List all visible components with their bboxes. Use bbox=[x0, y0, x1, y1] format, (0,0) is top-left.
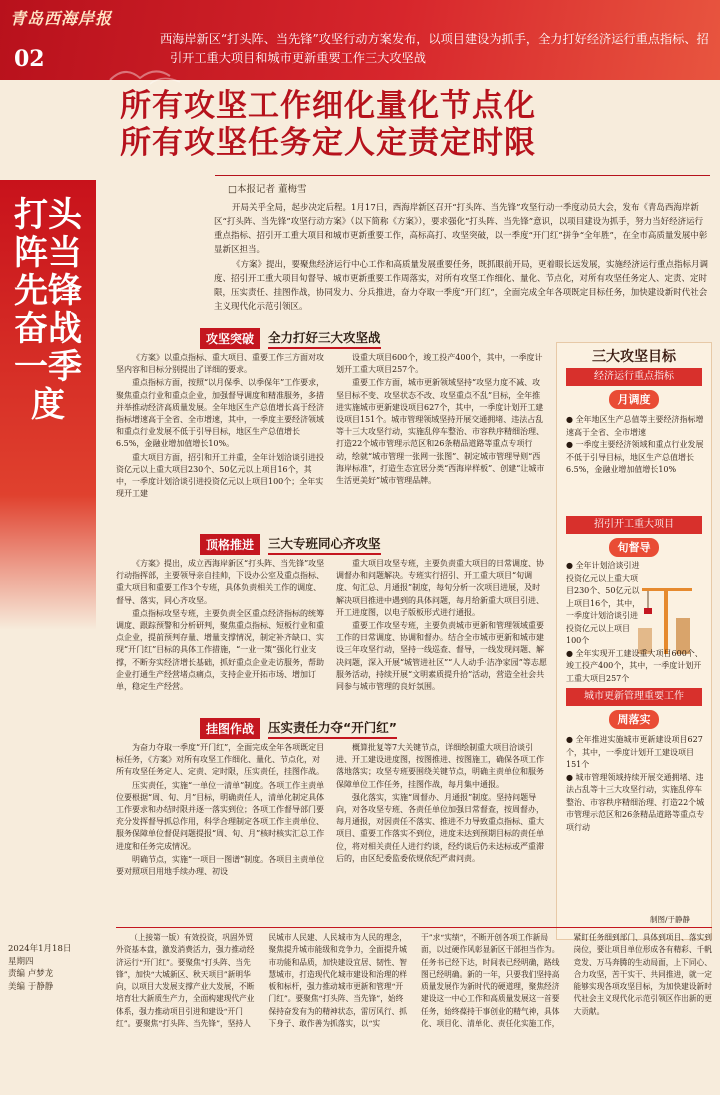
vertical-title-line: 奋战 bbox=[14, 309, 82, 349]
sidebox-item: ● 全年推进实施城市更新建设项目627个，其中，一季度计划开工建设项目151个 bbox=[566, 735, 703, 769]
vertical-title bbox=[8, 196, 88, 424]
designer: 美编 于静静 bbox=[8, 981, 54, 992]
article-column bbox=[116, 742, 326, 879]
sidebox-item-text: 城市管理领域持续开展交通拥堵、违法占乱等十三大攻坚行动，实施乱停车整治、市容秩序精细治理、打造22个城市管理示范区和26条精品道路等重点专项行动 bbox=[566, 772, 705, 832]
sidebox-text bbox=[566, 414, 706, 477]
editor: 责编 卢梦龙 bbox=[8, 969, 54, 979]
paragraph: 设重大项目600个，竣工投产400个，其中，一季度计划开工重大项目257个。 bbox=[336, 353, 543, 375]
section-tag: 挂图作战 bbox=[200, 718, 260, 739]
vertical-title-line: 度 bbox=[31, 385, 65, 425]
sidebox-item: ● 城市管理领域持续开展交通拥堵、违法占乱等十三大攻坚行动，实施乱停车整治、市容秩序精细治理、打造22个城市管理示范区和26条精品道路等重点专项行动 bbox=[566, 772, 705, 832]
intro-paragraph: 开局关乎全局，起步决定后程。1月17日，西海岸新区召开“打头阵、当先锋”攻坚行动一季度动员大会，发布《青岛西海岸新区“打头阵、当先锋”攻坚行动方案》（以下简称《方案》），要求强化“打头阵、当先锋”意识，以项目建设为抓手，努力当好经济运行重点指标、招引开工重大项目和城市更新重要工作，高标高打、攻坚突破，以一季度“开门红”拼争“全年胜”，在全市高质量发展中彰显新区担当。 bbox=[214, 203, 708, 255]
masthead: 青岛西海岸报 bbox=[10, 9, 113, 28]
sidebox-item-text: 全年计划洽谈引进投资亿元以上重大项目230个、50亿元以上项目16个，其中，一季度计划洽谈引进投资亿元以上项目100个 bbox=[566, 561, 641, 645]
main-title bbox=[120, 88, 710, 162]
subhead: 西海岸新区“打头阵、当先锋”攻坚行动方案发布，以项目建设为抓手，全力打好经济运行重点指标、招引开工重大项目和城市更新重要工作三大攻坚战 bbox=[160, 32, 709, 65]
paragraph: 重点指标方面，按照“以月保季、以季保年”工作要求，聚焦重点行业和重点企业，加强督导调度和精准服务，多措并举推动经济高质量发展。全年地区生产总值增长高于经济指标增速高于全省、全市增速，其中，一季度主要经济领域和重点行业发展不低于引导目标，地区生产总值增长6.5%，金融业增加值增长10%。 bbox=[116, 378, 325, 449]
section-header bbox=[200, 534, 381, 554]
intro-text bbox=[214, 201, 710, 315]
issue-weekday: 星期四 bbox=[8, 956, 34, 967]
article-column bbox=[116, 352, 326, 501]
paragraph: 《方案》以重点指标、重大项目、重要工作三方面对攻坚内容和目标分别提出了详细的要求。 bbox=[116, 353, 324, 375]
sidebox-item-text: 一季度主要经济领域和重点行业发展不低于引导目标，地区生产总值增长6.5%，金融业增加值增长10% bbox=[566, 440, 704, 474]
article-column bbox=[336, 558, 548, 694]
paragraph: 压实责任，实施“一单位一清单”制度。各项工作主责单位要根据“周、旬、月”目标，明确责任人，清单化制定具体工作要求和办结时限并逐一落实到位；各项工作督导部门要充分发挥督导抓总作用，科学合理制定各项工作主责单位、服务保障单位督促问题提报“周、旬、月”核时核实汇总工作进度和任务完成情况。 bbox=[116, 780, 325, 851]
section-tag: 顶格推进 bbox=[200, 534, 260, 555]
page-number: 02 bbox=[14, 46, 45, 72]
paragraph: 重大项目方面，招引和开工并重，全年计划洽谈引进投资亿元以上重大项目230个、50亿元以上项目16个，其中，一季度计划洽谈引进投资亿元以上项目100个；全年实现开工建 bbox=[116, 452, 324, 499]
sidebox-badge: 月调度 bbox=[609, 390, 659, 409]
sidebox-item: ● 全年计划洽谈引进投资亿元以上重大项目230个、50亿元以上项目16个，其中，一季度计划洽谈引进投资亿元以上项目100个 bbox=[566, 561, 641, 645]
paragraph: 重大项目攻坚专班，主要负责重大项目的日常调度、协调督办和问题解决。专班实行招引、开工重大项目“旬调度、旬汇总、月通报”制度，每旬分析一次项目进展，及时解决项目推进中遇到的具体问题，每月给新重大项目引进、开工进度图，以电子版板形式进行通报。 bbox=[336, 559, 544, 617]
sidebox-subhead: 经济运行重点指标 bbox=[566, 368, 702, 386]
sidebox-badge: 周落实 bbox=[609, 710, 659, 729]
section-tag: 攻坚突破 bbox=[200, 328, 260, 349]
paragraph: 概算批复等7大关键节点，详细绘制重大项目洽谈引进、开工建设进度图，按图推进、按图施工，确保各项工作落地落实；攻坚专班要围绕关键节点，明确主责单位和服务保障单位工作任务，挂图作战，每月集中通报。 bbox=[336, 743, 544, 789]
vertical-title-line: 阵当 bbox=[14, 233, 82, 273]
vertical-title-line: 一季 bbox=[14, 347, 82, 387]
article-column bbox=[336, 352, 548, 488]
sidebox-item-text: 全年实现开工建设重大项目600个、竣工投产400个，其中，一季度计划开工重大项目257个 bbox=[566, 648, 703, 683]
vertical-title-line: 先锋 bbox=[14, 271, 82, 311]
section-title: 压实责任力夺“开门红” bbox=[268, 718, 397, 739]
sidebox-text bbox=[566, 734, 706, 834]
section-title: 三大专班同心齐攻坚 bbox=[268, 534, 381, 555]
divider bbox=[116, 927, 712, 928]
paragraph: 《方案》提出，成立西海岸新区“打头阵、当先锋”攻坚行动指挥部，主要领导亲自挂帅，下设办公室及重点指标、重大项目和重要工作3个专班，具体负责相关工作的调度、督导、落实，同心齐攻坚。 bbox=[116, 559, 325, 605]
continued-article: （上接第一版）有效投资，巩固外贸外资基本盘，激发消费活力，强力推动经济运行“开门红”。要聚焦“打头阵、当先锋”，加快“大城新区、秋天项目”新明华向，以项目大发展支撑产业大发展，不断培育壮大新质生产力，全面构建现代产业体系，强力推动项目引进和建设“开门红”。要聚焦“打头阵、当先锋”，坚持人民城市人民建、人民城市为人民的理念，聚焦提升城市能级和竞争力，全面提升城市功能和品质，加快建设宜居、韧性、智慧城市，打造现代化城市建设和治理的样板和标杆，强力推动城市更新和管理“开门红”。要聚焦“打头阵、当先锋”，始终保持奋发有为的精神状态，雷厉风行、抓下身子、敢作善为抓落实，以“实干”求“实绩”，不断开创各项工作新局面，以过硬作风彰显新区干部担当作为。任务书已经下达，时间表已经明确，路线图已经明确。新的一年，只要我们坚持高质量发展作为新时代的硬道理，聚焦经济建设这一中心工作和高质量发展这一首要任务，始终葆持干事创业的精气神，具体化、项目化、清单化、责任化实施工作，紧盯任务细到部门、具体到项目、落实到岗位，要让项目单位形成各有精彩、千帆竞发、万马奔腾的生动局面，上下同心、合力攻坚，苦干实干、共同推进，就一定能够实现各项攻坚目标，为加快建设新时代社会主义现代化示范引领区作出新的更大贡献。 bbox=[116, 933, 712, 1029]
intro-paragraph: 《方案》提出，要聚焦经济运行中心工作和高质量发展重要任务，既抓眼前开局，更着眼长远发展，实施经济运行重点指标月调度、招引开工重大项目旬督导、城市更新重要工作周落实，对所有攻坚工作细化、量化、节点化，对所有攻坚任务定人、定责、定时限，压实责任、挂图作战，协同发力、分兵推进，奋力夺取一季度“开门红”，全面完成全年各项既定目标任务，加快建设新时代社会主义现代化示范引领区。 bbox=[214, 260, 709, 312]
paragraph: 强化落实，实施“周督办、月通报”制度。坚持问题导向，对各攻坚专班、各责任单位加强日常督查，按周督办，每月通报，对因责任不落实、推进不力导致重点指标、重大项目、重要工作落实不到位，进度未达到预期目标的责任单位，将对相关责任人进行约谈，经约谈后仍未达标或严重滞后的，由区纪委监委依规依纪严肃问责。 bbox=[336, 792, 544, 863]
sidebox-subhead: 招引开工重大项目 bbox=[566, 516, 702, 534]
byline: □本报记者 董梅雪 bbox=[228, 184, 307, 195]
paragraph: 重要工作攻坚专班，主要负责城市更新和管理领域重要工作的日常调度、协调和督办。结合全市城市更新和城市建设三年攻坚行动，坚持一线巡查、督导，一线发现问题、解决问题，深入开展“城管进社区”“人人动手·洁净家园”等志愿服务活动，持续开展“文明素质提升拾”活动，营造全社会共同参与城市管理的良好氛围。 bbox=[336, 621, 547, 692]
section-header bbox=[200, 718, 397, 738]
graphic-credit: 制图/于静静 bbox=[650, 915, 691, 924]
section-title: 全力打好三大攻坚战 bbox=[268, 328, 381, 349]
paragraph: 明确节点，实施“一项目一图谱”制度。各项目主责单位要对照项目用地手续办理、初设 bbox=[116, 854, 325, 877]
main-title-line1: 所有攻坚工作细化量化节点化 bbox=[120, 88, 536, 124]
sidebox-title: 三大攻坚目标 bbox=[592, 349, 676, 365]
divider bbox=[215, 175, 710, 176]
sidebox-subhead: 城市更新管理重要工作 bbox=[566, 688, 702, 706]
issue-info bbox=[8, 943, 71, 993]
issue-date: 2024年1月18日 bbox=[8, 944, 72, 954]
article-column bbox=[116, 558, 326, 694]
sidebox-item-text: 全年推进实施城市更新建设项目627个，其中，一季度计划开工建设项目151个 bbox=[566, 735, 703, 769]
sidebox-text bbox=[566, 560, 706, 685]
section-header bbox=[200, 328, 381, 348]
article-column bbox=[336, 742, 548, 866]
sidebox-item: ● 一季度主要经济领域和重点行业发展不低于引导目标，地区生产总值增长6.5%，金融业增加值增长10% bbox=[566, 440, 704, 474]
paragraph: 重点指标攻坚专班，主要负责全区重点经济指标的统筹调度、跟踪预警和分析研判，聚焦重点指标、短板行业和重点企业，提前预判存量、增量支撑情况，制定补齐缺口、实现“开门红”目标的具体工作措施，“一业一策”强化行业支撑，不断夯实经济增长基础，抓好重点企业走访服务，帮助企业打通生产经营堵点痛点，支持企业开拓市场、增加订单，稳定生产经营。 bbox=[116, 608, 324, 692]
sidebox-item: ● 全年地区生产总值等主要经济指标增速高于全省、全市增速 bbox=[566, 415, 704, 437]
sidebox-item-text: 全年地区生产总值等主要经济指标增速高于全省、全市增速 bbox=[566, 415, 704, 437]
sidebox-badge: 旬督导 bbox=[609, 538, 659, 557]
main-title-line2: 所有攻坚任务定人定责定时限 bbox=[120, 125, 536, 161]
paragraph: 为奋力夺取一季度“开门红”，全面完成全年各项既定目标任务，《方案》对所有攻坚工作细化、量化、节点化，对所有攻坚任务定人、定责、定时限，压实责任，挂图作战。 bbox=[116, 743, 325, 777]
vertical-title-line: 打头 bbox=[14, 195, 82, 235]
paragraph: 重要工作方面，城市更新领域坚持“攻坚力度不减、攻坚目标不变、攻坚状态不改、攻坚重点不乱”目标，全年推进实施城市更新建设项目627个，其中，一季度计划开工建设项目151个。城市管理领域坚持开展交通拥堵、违法占乱等十三大攻坚行动，实施乱停车整治、市容秩序精细治理、打造22个城市管理示范区和26条精品道路等重点专项行动，绘就“城市管理一张网一张图”、制定城市管理导则“西海岸标准”，打造生态宜居分类“西海岸样板”、创建“让城市生活更美好”城市管理品牌。 bbox=[336, 378, 545, 486]
sidebox-item: ● 全年实现开工建设重大项目600个、竣工投产400个，其中，一季度计划开工重大项目257个 bbox=[566, 648, 703, 683]
